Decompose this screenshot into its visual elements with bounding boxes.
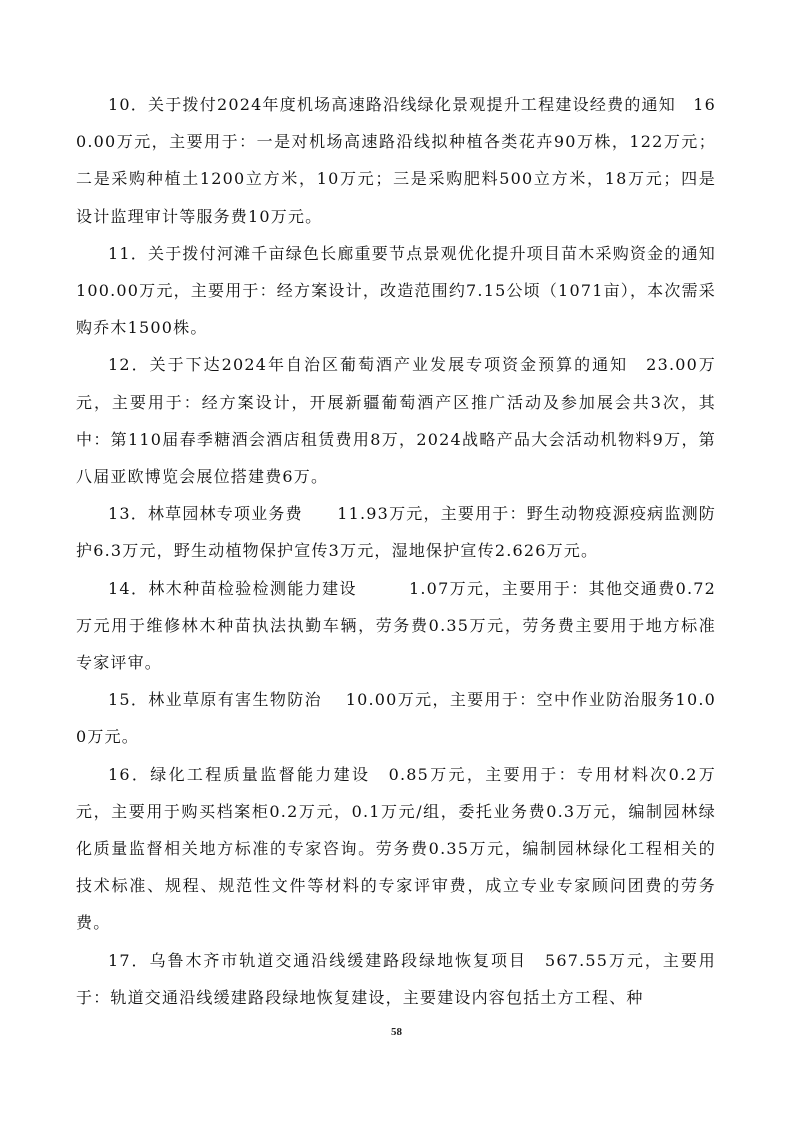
paragraph-item-17: 17．乌鲁木齐市轨道交通沿线缓建路段绿地恢复项目 567.55万元，主要用于：轨道交通沿线缓建路段绿地恢复建设，主要建设内容包括土方工程、种 <box>76 950 716 1007</box>
paragraph-item-11: 11．关于拨付河滩千亩绿色长廊重要节点景观优化提升项目苗木采购资金的通知 100.00万元，主要用于：经方案设计，改造范围约7.15公顷（1071亩），本次需采购乔木1500株。 <box>76 243 740 338</box>
paragraph-item-14: 14．林木种苗检验检测能力建设 1.07万元，主要用于：其他交通费0.72万元用于维修林木种苗执法执勤车辆，劳务费0.35万元，劳务费主要用于地方标准专家评审。 <box>76 578 716 673</box>
paragraph-item-15: 15．林业草原有害生物防治 10.00万元，主要用于：空中作业防治服务10.00万元。 <box>76 690 716 747</box>
paragraph-item-12: 12．关于下达2024年自治区葡萄酒产业发展专项资金预算的通知 23.00万元，主要用于：经方案设计，开展新疆葡萄酒产区推广活动及参加展会共3次，其中：第110届春季糖酒会酒店租赁费用8万，2024战略产品大会活动机物料9万，第八届亚欧博览会展位搭建费6万。 <box>76 355 716 487</box>
page-number: 58 <box>391 1026 402 1038</box>
paragraph-item-10: 10．关于拨付2024年度机场高速路沿线绿化景观提升工程建设经费的通知 160.00万元，主要用于：一是对机场高速路沿线拟种植各类花卉90万株，122万元；二是采购种植土1200立方米，10万元；三是采购肥料500立方米，18万元；四是设计监理审计等服务费10万元。 <box>76 95 716 226</box>
document-body <box>76 86 740 1016</box>
paragraph-item-16: 16．绿化工程质量监督能力建设 0.85万元，主要用于：专用材料次0.2万元，主要用于购买档案柜0.2万元，0.1万元/组，委托业务费0.3万元，编制园林绿化质量监督相关地方标准的专家咨询。劳务费0.35万元，编制园林绿化工程相关的技术标准、规程、规范性文件等材料的专家评审费，成立专业专家顾问团费的劳务费。 <box>76 764 716 933</box>
paragraph-item-13: 13．林草园林专项业务费 11.93万元，主要用于：野生动物疫源疫病监测防护6.3万元，野生动植物保护宣传3万元，湿地保护宣传2.626万元。 <box>76 504 716 561</box>
